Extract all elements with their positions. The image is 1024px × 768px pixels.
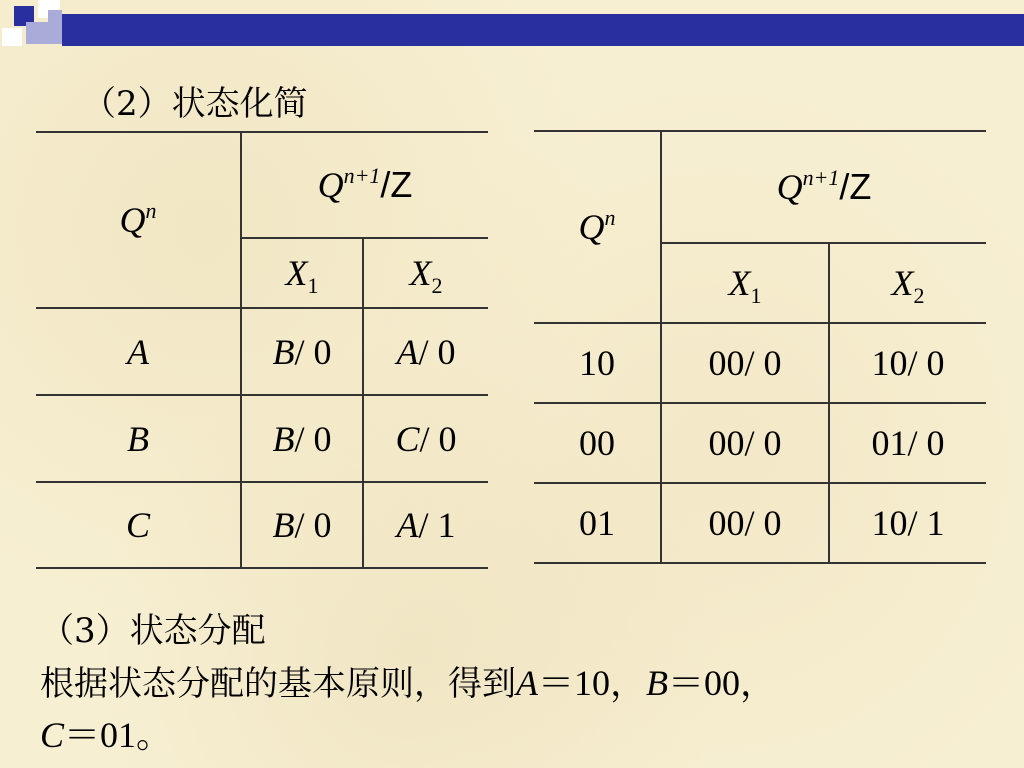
next-state-cell: 00/ 0 xyxy=(661,483,829,563)
table-row xyxy=(534,323,986,403)
section-3-title: （3）状态分配 xyxy=(40,611,266,651)
next-state-cell: C/ 0 xyxy=(363,395,488,482)
deco-square xyxy=(48,10,62,44)
header-next-state: $Q^{n+1}/Z$ xyxy=(241,132,488,238)
present-state-cell: 01 xyxy=(534,483,661,563)
header-input-x1: $X_1$ xyxy=(661,243,829,323)
table-row xyxy=(534,483,986,563)
state-table-encoded xyxy=(534,130,986,564)
header-present-state: $Q^n$ xyxy=(534,131,661,323)
table-row xyxy=(534,403,986,483)
present-state-cell: 00 xyxy=(534,403,661,483)
section-2-title: （2）状态化简 xyxy=(82,84,308,124)
header-next-state: $Q^{n+1}/Z$ xyxy=(661,131,986,243)
present-state-cell: B xyxy=(36,395,241,482)
present-state-cell: A xyxy=(36,308,241,395)
next-state-cell: 00/ 0 xyxy=(661,403,829,483)
next-state-cell: A/ 1 xyxy=(396,505,456,545)
next-state-cell: B/ 0 xyxy=(241,308,363,395)
header-input-x2: $X_2$ xyxy=(363,238,488,308)
present-state-cell: C xyxy=(36,482,241,568)
next-state-cell: 00/ 0 xyxy=(661,323,829,403)
header-present-state: $Q^n$ xyxy=(36,132,241,308)
section-3-line-1: 根据状态分配的基本原则，得到A＝10，B＝00， xyxy=(40,663,777,704)
next-state-cell: B/ 0 xyxy=(241,395,363,482)
header-decoration xyxy=(0,0,1024,48)
section-3-line-2: C＝01。 xyxy=(40,715,173,755)
header-bar xyxy=(62,14,1024,46)
header-input-x1: $X_1$ xyxy=(241,238,363,308)
table-row xyxy=(36,308,488,395)
deco-square xyxy=(2,28,22,46)
deco-square xyxy=(26,22,48,44)
next-state-cell: A/ 0 xyxy=(363,308,488,395)
next-state-cell: B/ 0 xyxy=(241,482,363,568)
present-state-cell: 10 xyxy=(534,323,661,403)
next-state-cell: 10/ 0 xyxy=(829,323,986,403)
next-state-cell: 01/ 0 xyxy=(829,403,986,483)
table-row xyxy=(36,482,488,568)
header-input-x2: $X_2$ xyxy=(829,243,986,323)
table-row xyxy=(36,395,488,482)
state-table-original xyxy=(36,131,488,569)
next-state-cell: 10/ 1 xyxy=(871,503,945,543)
